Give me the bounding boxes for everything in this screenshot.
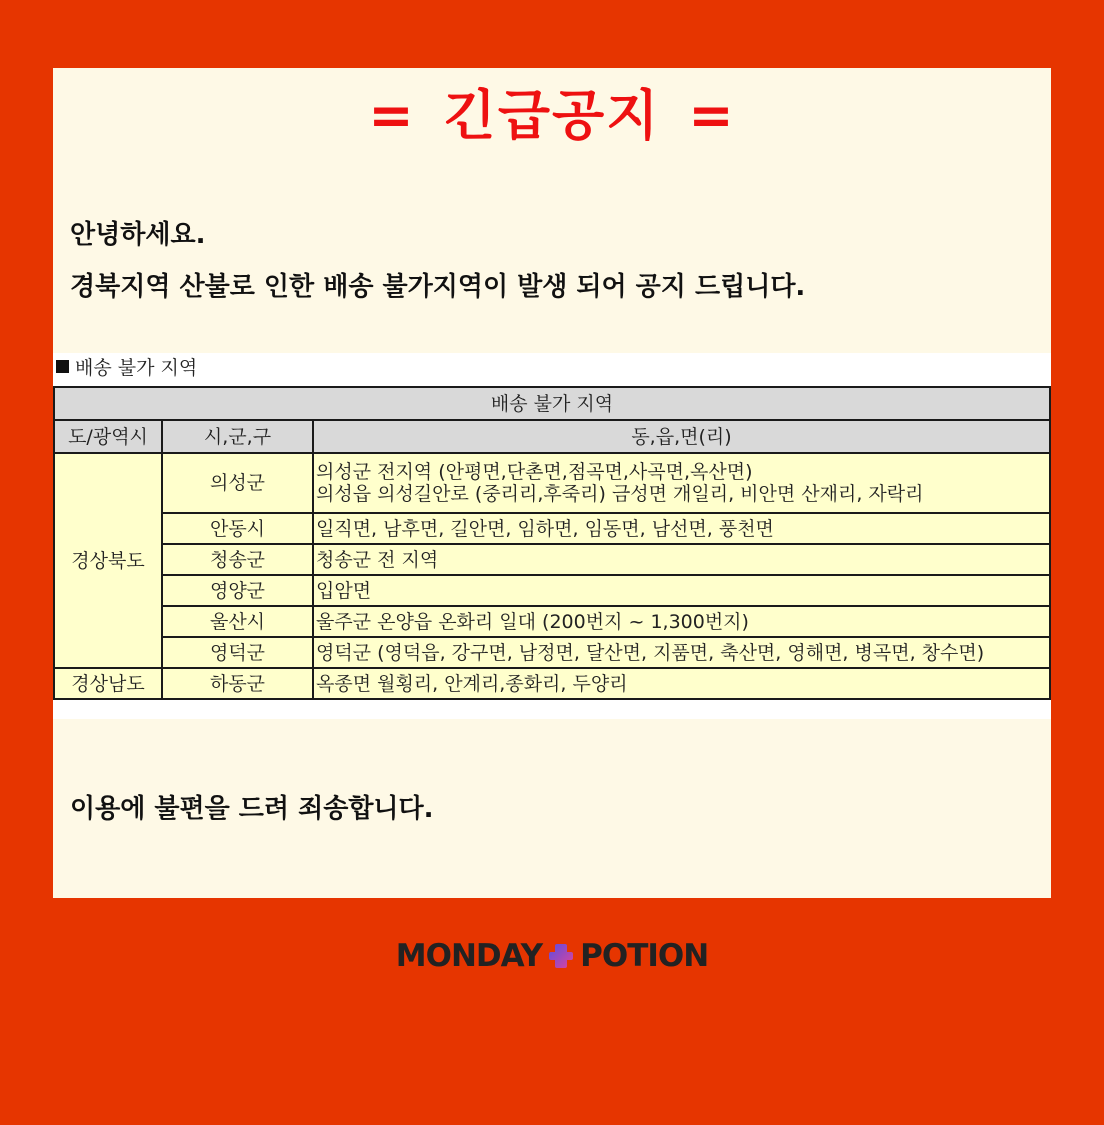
province-cell: 경상남도 [54, 668, 162, 699]
brand-left-text: MONDAY [395, 938, 543, 974]
table-row [54, 606, 1050, 637]
greeting-text: 안녕하세요. [70, 220, 206, 250]
table-row [54, 668, 1050, 699]
city-cell: 울산시 [162, 606, 313, 637]
restricted-zone-section [53, 353, 1051, 719]
square-bullet-icon [56, 360, 69, 373]
column-header-city: 시,군,구 [162, 420, 313, 453]
column-header-areas: 동,읍,면(리) [313, 420, 1050, 453]
title-text: 긴급공지 [443, 84, 661, 147]
areas-cell: 청송군 전 지역 [313, 544, 1050, 575]
notice-title [53, 86, 1051, 146]
column-header-province: 도/광역시 [54, 420, 162, 453]
areas-cell: 울주군 온양읍 온화리 일대 (200번지 ~ 1,300번지) [313, 606, 1050, 637]
city-cell: 안동시 [162, 513, 313, 544]
table-caption [56, 356, 197, 380]
areas-cell: 일직면, 남후면, 길안면, 임하면, 임동면, 남선면, 풍천면 [313, 513, 1050, 544]
closing-message: 이용에 불편을 드려 죄송합니다. [70, 794, 434, 824]
notice-card [53, 68, 1051, 898]
table-title-row [54, 387, 1050, 420]
areas-cell: 입암면 [313, 575, 1050, 606]
brand-logo [0, 936, 1104, 976]
city-cell: 의성군 [162, 453, 313, 513]
city-cell: 청송군 [162, 544, 313, 575]
city-cell: 영덕군 [162, 637, 313, 668]
table-row [54, 544, 1050, 575]
areas-line: 의성군 전지역 (안평면,단촌면,점곡면,사곡면,옥산면) [316, 461, 753, 483]
areas-cell: 영덕군 (영덕읍, 강구면, 남정면, 달산면, 지품면, 축산면, 영해면, 병곡면, 창수면) [313, 637, 1050, 668]
areas-cell [313, 453, 1050, 513]
table-row [54, 453, 1050, 513]
table-row [54, 513, 1050, 544]
title-eq-left: = [368, 84, 416, 147]
restricted-zone-table [53, 386, 1051, 700]
areas-line: 의성읍 의성길안로 (중리리,후죽리) 금성면 개일리, 비안면 산재리, 자락리 [316, 483, 924, 505]
areas-cell: 옥종면 월횡리, 안계리,종화리, 두양리 [313, 668, 1050, 699]
plus-cross-icon [548, 943, 574, 969]
brand-right-text: POTION [580, 938, 709, 974]
title-eq-right: = [688, 84, 736, 147]
table-row [54, 637, 1050, 668]
notice-message: 경북지역 산불로 인한 배송 불가지역이 발생 되어 공지 드립니다. [70, 272, 806, 302]
table-column-header-row [54, 420, 1050, 453]
table-header-title: 배송 불가 지역 [54, 387, 1050, 420]
table-caption-text: 배송 불가 지역 [75, 357, 198, 379]
province-cell: 경상북도 [54, 453, 162, 668]
city-cell: 영양군 [162, 575, 313, 606]
city-cell: 하동군 [162, 668, 313, 699]
table-row [54, 575, 1050, 606]
